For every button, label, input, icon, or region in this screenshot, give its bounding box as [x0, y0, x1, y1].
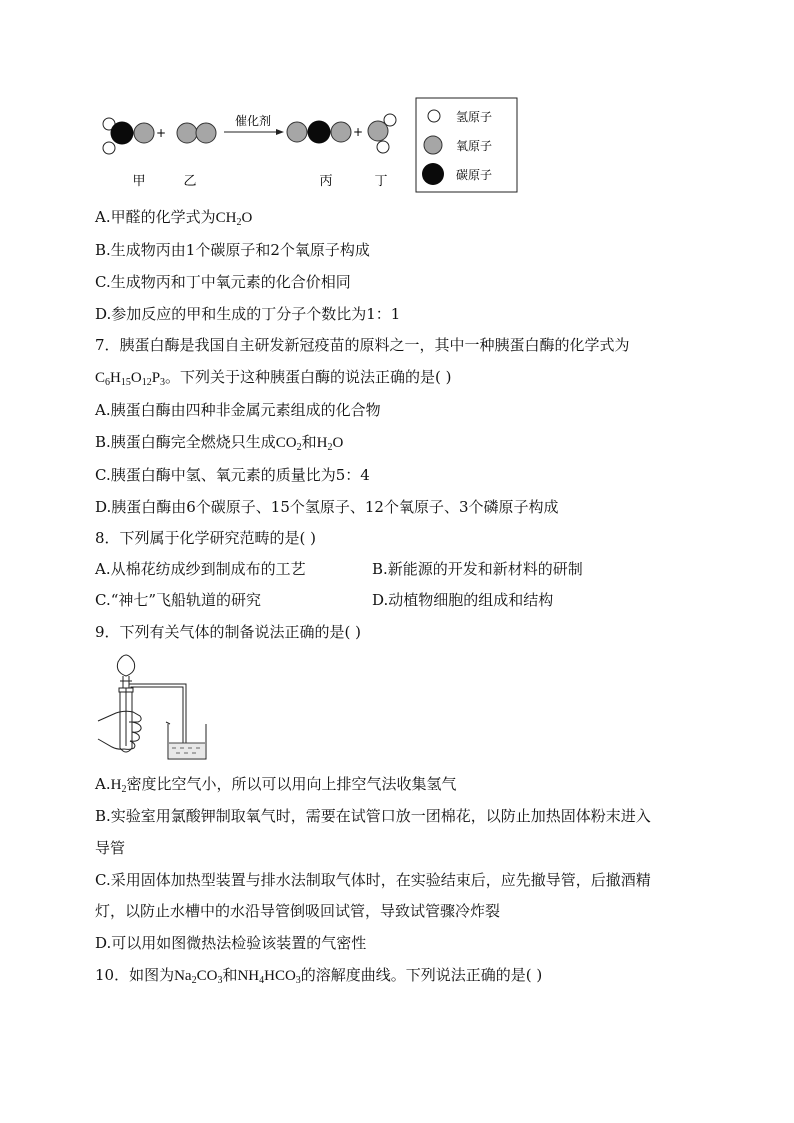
q8-option-b: B.新能源的开发和新材料的研制	[372, 560, 583, 578]
funnel-icon	[117, 655, 134, 688]
q7-option-b	[95, 432, 343, 453]
formula-part: O	[130, 370, 142, 386]
formula-part: C	[95, 370, 106, 386]
q9-option-c-line2: 灯，以防止水槽中的水沿导管倒吸回试管，导致试管骤冷炸裂	[95, 902, 501, 920]
test-tube-icon	[119, 688, 133, 752]
formula-sub: 12	[141, 377, 152, 388]
formula-sub: 2	[296, 442, 302, 453]
formula-part: HCO	[264, 968, 296, 984]
q6-option-a	[95, 207, 252, 228]
formula-sub: 3	[160, 377, 166, 388]
formula-sub: 2	[236, 217, 242, 228]
q7-option-c: C.胰蛋白酶中氢、氧元素的质量比为5：4	[95, 466, 370, 484]
plus-sign-1: +	[155, 126, 167, 140]
q9-option-b-line2: 导管	[95, 839, 126, 857]
formula-part: CH	[215, 210, 237, 226]
q8-stem: 8．下列属于化学研究范畴的是( )	[95, 529, 317, 547]
q9-stem: 9．下列有关气体的制备说法正确的是( )	[95, 623, 362, 641]
plus-sign-2: +	[352, 125, 364, 139]
arrow-head-icon	[276, 129, 284, 135]
q6-option-b: B.生成物丙由1个碳原子和2个氧原子构成	[95, 241, 370, 259]
nh4hco3-formula	[237, 968, 300, 984]
formula-part: P	[151, 370, 161, 386]
formula-sub: 3	[295, 975, 301, 986]
molecule-bing	[287, 121, 351, 144]
formula-sub: 4	[259, 975, 265, 986]
trypsin-formula	[95, 370, 165, 386]
molecule-ding	[368, 114, 396, 153]
q6-option-c: C.生成物丙和丁中氧元素的化合价相同	[95, 273, 351, 291]
na2co3-formula	[174, 968, 222, 984]
q9-option-a-label: A.	[95, 775, 111, 793]
q7-option-d: D.胰蛋白酶由6个碳原子、15个氢原子、12个氧原子、3个磷原子构成	[95, 498, 559, 516]
h2o-formula	[317, 435, 344, 451]
q8-option-c: C.“神七”飞船轨道的研究	[95, 591, 262, 609]
legend-hydrogen-label: 氢原子	[456, 110, 493, 124]
q9-option-a-text: 密度比空气小，所以可以用向上排空气法收集氢气	[126, 775, 457, 793]
formula-part: Na	[174, 968, 192, 984]
legend-carbon-label: 碳原子	[456, 168, 493, 182]
formula-sub: 2	[121, 784, 127, 795]
q9-option-c-line1: C.采用固体加热型装置与排水法制取气体时，在实验结束后，应先撤导管，后撤酒精	[95, 871, 651, 889]
q10-stem-suffix: 的溶解度曲线。下列说法正确的是( )	[300, 966, 543, 984]
atom-legend	[416, 98, 517, 192]
q7-stem-suffix: 。下列关于这种胰蛋白酶的说法正确的是( )	[165, 368, 452, 386]
q6-option-a-text: A.甲醛的化学式为	[95, 208, 216, 226]
catalyst-label: 催化剂	[234, 114, 272, 128]
formaldehyde-formula	[216, 210, 253, 226]
formula-part: CO	[275, 435, 297, 451]
formula-sub: 6	[105, 377, 111, 388]
q7-stem-line2	[95, 367, 452, 388]
formula-sub: 15	[120, 377, 131, 388]
airtightness-apparatus-figure	[0, 645, 794, 765]
formula-part: O	[332, 435, 344, 451]
q7-option-b-text: B.胰蛋白酶完全燃烧只生成	[95, 433, 276, 451]
formula-sub: 2	[191, 975, 197, 986]
q8-option-a: A.从棉花纺成纱到制成布的工艺	[95, 560, 306, 578]
label-ding: 丁	[374, 174, 388, 189]
q8-option-d: D.动植物细胞的组成和结构	[372, 591, 554, 609]
formula-part: H	[110, 370, 121, 386]
co2-formula	[276, 435, 302, 451]
q7-option-a: A.胰蛋白酶由四种非金属元素组成的化合物	[95, 401, 381, 419]
label-bing: 丙	[319, 174, 333, 189]
delivery-tube-icon	[129, 684, 186, 748]
formula-sub: 2	[327, 442, 333, 453]
q6-option-d: D.参加反应的甲和生成的丁分子个数比为1：1	[95, 305, 401, 323]
reaction-diagram	[0, 0, 794, 200]
q10-stem	[95, 965, 542, 986]
q7-stem-line1: 7．胰蛋白酶是我国自主研发新冠疫苗的原料之一，其中一种胰蛋白酶的化学式为	[95, 336, 630, 354]
formula-part: H	[316, 435, 328, 451]
q10-stem-prefix: 10．如图为	[95, 966, 175, 984]
label-jia: 甲	[132, 174, 146, 189]
conjunction: 和	[301, 433, 317, 451]
q9-option-b-line1: B.实验室用氯酸钾制取氧气时，需要在试管口放一团棉花，以防止加热固体粉末进入	[95, 807, 651, 825]
molecule-yi	[177, 123, 216, 143]
formula-part: CO	[196, 968, 218, 984]
formula-sub: 3	[217, 975, 223, 986]
molecule-jia	[103, 118, 154, 154]
q9-option-d: D.可以用如图微热法检验该装置的气密性	[95, 934, 367, 952]
legend-oxygen-label: 氧原子	[456, 139, 493, 153]
label-yi: 乙	[183, 174, 197, 189]
formula-part: O	[241, 210, 253, 226]
formula-part: NH	[237, 968, 260, 984]
h2-formula	[111, 777, 127, 793]
q9-option-a	[95, 774, 456, 795]
conjunction: 和	[222, 966, 238, 984]
formula-part: H	[110, 777, 122, 793]
